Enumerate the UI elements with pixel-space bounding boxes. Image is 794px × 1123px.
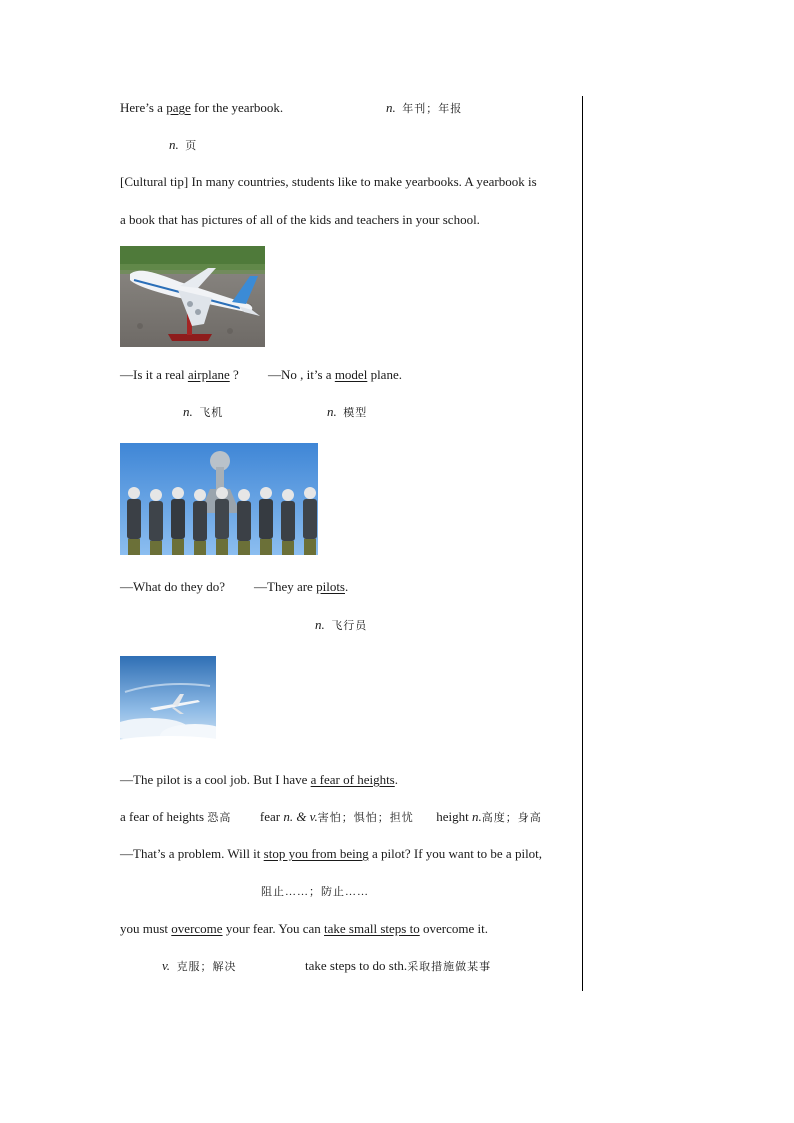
keyword-model: model: [334, 367, 368, 382]
model-airplane-photo: [120, 246, 265, 347]
dialogue-airplane-question: —Is it a real airplane ?: [120, 367, 239, 382]
keyword-stop-from: stop you from being: [263, 846, 369, 861]
gloss-yearbook: n. 年刊；年报: [386, 100, 463, 115]
cultural-tip-line-2: a book that has pictures of all of the kids and teachers in your school.: [120, 212, 480, 227]
gloss-pilot: n. 飞行员: [315, 617, 368, 632]
dialogue-pilots-question: —What do they do?: [120, 579, 226, 594]
dialogue-problem: —That’s a problem. Will it stop you from being a pilot? If you want to be a pilot,: [120, 846, 543, 861]
pilots-photo: [120, 443, 318, 555]
keyword-fear-of-heights: a fear of heights: [310, 772, 395, 787]
gloss-airplane: n. 飞机: [183, 404, 224, 419]
keyword-airplane: airplane: [187, 367, 230, 382]
keyword-page: page: [166, 100, 191, 115]
keyword-pilots: pilots: [316, 579, 345, 594]
gloss-take-steps: take steps to do sth.采取措施做某事: [305, 958, 492, 973]
keyword-overcome: overcome: [171, 921, 223, 936]
dialogue-fear-statement: —The pilot is a cool job. But I have a fear of heights.: [120, 772, 398, 787]
dialogue-overcome: you must overcome your fear. You can take small steps to overcome it.: [120, 921, 488, 936]
plane-in-sky-photo: [120, 656, 216, 746]
gloss-overcome: v. 克服；解决: [162, 958, 237, 973]
sentence-page: Here’s a page for the yearbook.: [120, 100, 284, 115]
keyword-take-steps: take small steps to: [324, 921, 420, 936]
vocab-line: a fear of heights 恐高 fear n. & v.害怕；惧怕；担忧 height n.高度；身高: [120, 809, 542, 824]
dialogue-pilots-answer: —They are pilots.: [254, 579, 349, 594]
margin-rule: [582, 96, 583, 991]
gloss-page: n. 页: [169, 137, 198, 152]
dialogue-airplane-answer: —No , it’s a model plane.: [268, 367, 402, 382]
gloss-stop-from: 阻止……；防止……: [261, 886, 369, 898]
gloss-model: n. 模型: [327, 404, 368, 419]
cultural-tip-line-1: [Cultural tip] In many countries, students like to make yearbooks. A yearbook is: [120, 174, 537, 189]
